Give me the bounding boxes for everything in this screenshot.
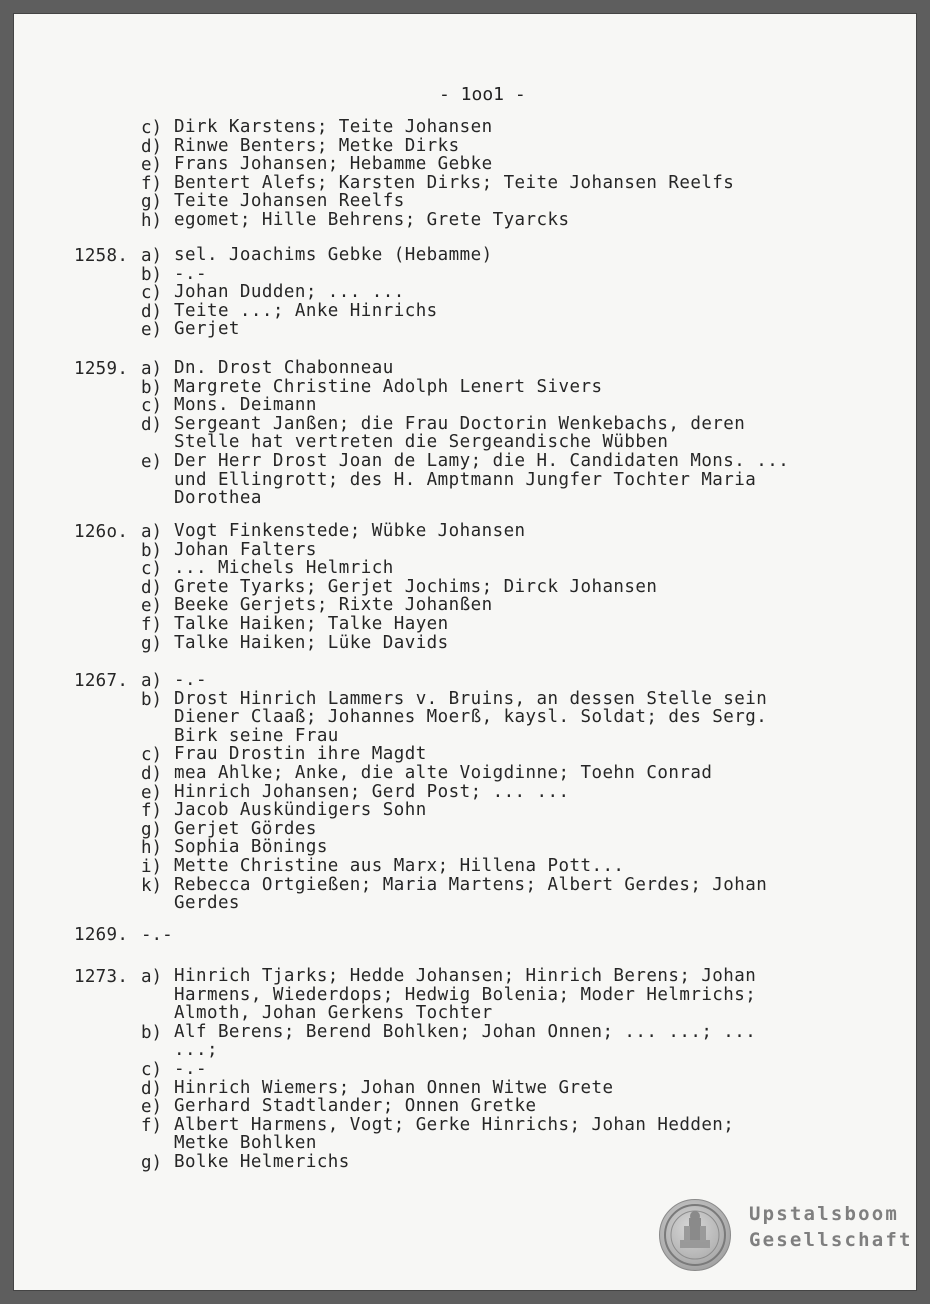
- register-entry: [14, 966, 916, 1024]
- entry-text: Gerjet Gördes: [174, 818, 317, 839]
- entry-letter: b): [141, 377, 163, 398]
- entry-text: ... Michels Helmrich: [174, 558, 394, 579]
- register-entry: [14, 283, 916, 302]
- entry-letter: h): [141, 211, 163, 231]
- entry-letter: b): [141, 1022, 163, 1043]
- entry-text: Mette Christine aus Marx; Hillena Pott...: [174, 856, 625, 876]
- entry-text: Beeke Gerjets; Rixte Johanßen: [174, 595, 493, 616]
- register-entry: [14, 634, 916, 653]
- entry-text: Gerhard Stadtlander; Onnen Gretke: [174, 1096, 537, 1117]
- entry-text: Jacob Auskündigers Sohn: [174, 800, 427, 821]
- entry-text: Diener Claaß; Johannes Moerß, kaysl. Soldat; des Serg.: [174, 707, 768, 728]
- entry-text: Grete Tyarks; Gerjet Jochims; Dirck Johansen: [174, 576, 658, 597]
- entry-text: Birk seine Frau: [174, 725, 339, 746]
- document-page: [14, 14, 916, 1290]
- entry-text: Margrete Christine Adolph Lenert Sivers: [174, 376, 603, 397]
- entry-text: Mons. Deimann: [174, 395, 317, 416]
- entry-letter: c): [141, 283, 163, 304]
- register-entry: [14, 155, 916, 174]
- entry-letter: h): [141, 838, 163, 859]
- register-entry: [14, 246, 916, 265]
- entry-letter: g): [141, 633, 163, 654]
- entry-text: Bentert Alefs; Karsten Dirks; Teite Johansen Reelfs: [174, 172, 735, 193]
- entry-letter: e): [141, 782, 163, 803]
- entry-letter: c): [141, 1060, 163, 1080]
- entry-text: und Ellingrott; des H. Amptmann Jungfer Tochter Maria: [174, 469, 757, 490]
- entry-letter: e): [141, 596, 163, 617]
- register-entry: [14, 118, 916, 137]
- entry-text: Hinrich Johansen; Gerd Post; ... ...: [174, 781, 570, 802]
- entry-text: Frans Johansen; Hebamme Gebke: [174, 154, 493, 175]
- entry-letter: e): [141, 452, 163, 472]
- entry-text: Gerjet: [174, 319, 240, 340]
- page-number: - 1oo1 -: [439, 84, 526, 105]
- entry-text: Dorothea: [174, 488, 262, 509]
- register-content: [14, 14, 916, 1290]
- entry-text: Albert Harmens, Vogt; Gerke Hinrichs; Johan Hedden;: [174, 1114, 735, 1135]
- register-entry: [14, 1060, 916, 1079]
- entry-text: Metke Bohlken: [174, 1133, 317, 1154]
- entry-text: Hinrich Wiemers; Johan Onnen Witwe Grete: [174, 1077, 614, 1098]
- entry-letter: c): [141, 559, 163, 580]
- register-entry: [14, 820, 916, 839]
- entry-letter: a): [141, 359, 163, 379]
- register-entry: [14, 396, 916, 415]
- register-entry: [14, 451, 916, 509]
- entry-text: Talke Haiken; Lüke Davids: [174, 632, 449, 653]
- register-entry: [14, 359, 916, 378]
- register-entry: [14, 1079, 916, 1098]
- entry-letter: d): [141, 136, 163, 157]
- entry-letter: a): [141, 967, 163, 987]
- entry-letter: d): [141, 764, 163, 784]
- entry-text: Rinwe Benters; Metke Dirks: [174, 135, 460, 156]
- register-entry: [14, 1114, 916, 1154]
- register-entry: [14, 801, 916, 820]
- entry-text: Alf Berens; Berend Bohlken; Johan Onnen; ... ...; ...: [174, 1021, 757, 1042]
- register-entry: [14, 137, 916, 156]
- entry-letter: d): [141, 1078, 163, 1099]
- entry-text: Dirk Karstens; Teite Johansen: [174, 117, 493, 137]
- entry-text: Johan Dudden; ... ...: [174, 282, 405, 303]
- entry-letter: e): [141, 320, 163, 341]
- entry-text: Almoth, Johan Gerkens Tochter: [174, 1003, 493, 1024]
- register-entry: [14, 320, 916, 339]
- section-number: 126o.: [74, 522, 129, 542]
- register-entry: [14, 378, 916, 397]
- entry-letter: e): [141, 155, 163, 176]
- publisher-logo: [659, 1195, 913, 1285]
- register-entry: [14, 596, 916, 615]
- entry-letter: c): [141, 118, 163, 138]
- entry-text: Stelle hat vertreten die Sergeandische Wübben: [174, 432, 669, 453]
- entry-text: Talke Haiken; Talke Hayen: [174, 614, 449, 634]
- register-entry: [14, 211, 916, 230]
- entry-text: Teite Johansen Reelfs: [174, 191, 405, 212]
- entry-text: Drost Hinrich Lammers v. Bruins, an dessen Stelle sein: [174, 688, 768, 709]
- entry-text: Hinrich Tjarks; Hedde Johansen; Hinrich Berens; Johan: [174, 966, 757, 986]
- entry-text: Harmens, Wiederdops; Hedwig Bolenia; Moder Helmrichs;: [174, 984, 757, 1005]
- entry-letter: a): [141, 246, 163, 266]
- entry-letter: a): [141, 522, 163, 542]
- entry-text: sel. Joachims Gebke (Hebamme): [174, 245, 493, 265]
- entry-text: Frau Drostin ihre Magdt: [174, 744, 427, 765]
- entry-text: Sophia Bönings: [174, 837, 328, 858]
- entry-letter: c): [141, 396, 163, 417]
- entry-text: Sergeant Janßen; die Frau Doctorin Wenkebachs, deren: [174, 413, 746, 434]
- register-entry: [14, 688, 916, 746]
- register-entry: [14, 1097, 916, 1116]
- entry-letter: d): [141, 577, 163, 598]
- register-entry: [14, 578, 916, 597]
- entry-letter: b): [141, 689, 163, 710]
- entry-letter: e): [141, 1097, 163, 1118]
- entry-text: Johan Falters: [174, 539, 317, 560]
- register-entry: [14, 764, 916, 783]
- entry-letter: g): [141, 192, 163, 213]
- entry-text: -.-: [174, 1059, 207, 1079]
- entry-letter: a): [141, 671, 163, 691]
- register-entry: [14, 615, 916, 634]
- entry-letter: d): [141, 414, 163, 435]
- entry-letter: b): [141, 540, 163, 561]
- entry-text: Der Herr Drost Joan de Lamy; die H. Candidaten Mons. ...: [174, 451, 790, 471]
- entry-letter: f): [141, 615, 163, 635]
- entry-text: Bolke Helmerichs: [174, 1152, 350, 1172]
- entry-text: -.-: [174, 263, 207, 284]
- entry-text: Rebecca Ortgießen; Maria Martens; Albert Gerdes; Johan: [174, 874, 768, 895]
- register-entry: [14, 559, 916, 578]
- section-number: 1259.: [74, 359, 129, 379]
- entry-letter: k): [141, 875, 163, 896]
- entry-text: mea Ahlke; Anke, die alte Voigdinne; Toehn Conrad: [174, 763, 713, 783]
- section-number: 1273.: [74, 967, 129, 987]
- entry-text: Vogt Finkenstede; Wübke Johansen: [174, 521, 526, 541]
- register-entry: [14, 413, 916, 453]
- entry-text: ...;: [174, 1040, 218, 1061]
- entry-text: Dn. Drost Chabonneau: [174, 358, 394, 378]
- section-number: 1258.: [74, 246, 129, 266]
- entry-text: Teite ...; Anke Hinrichs: [174, 300, 438, 321]
- register-entry: [14, 745, 916, 764]
- entry-letter: b): [141, 264, 163, 285]
- entry-text: -.-: [174, 670, 207, 690]
- entry-letter: g): [141, 1153, 163, 1173]
- register-entry: [14, 192, 916, 211]
- section-empty-marker: -.-: [141, 925, 173, 945]
- register-entry: [14, 874, 916, 914]
- register-entry: [14, 1153, 916, 1172]
- entry-letter: c): [141, 745, 163, 766]
- entry-letter: g): [141, 819, 163, 840]
- register-entry: [14, 838, 916, 857]
- entry-letter: f): [141, 1115, 163, 1136]
- entry-text: Gerdes: [174, 893, 240, 914]
- entry-letter: i): [141, 857, 163, 877]
- register-entry: [14, 302, 916, 321]
- register-entry: [14, 1021, 916, 1061]
- entry-letter: f): [141, 173, 163, 194]
- entry-text: egomet; Hille Behrens; Grete Tyarcks: [174, 210, 570, 230]
- register-entry: [14, 857, 916, 876]
- section-number: 1267.: [74, 671, 129, 691]
- register-entry: [14, 265, 916, 284]
- entry-letter: d): [141, 301, 163, 322]
- register-entry: [14, 522, 916, 541]
- entry-letter: f): [141, 801, 163, 822]
- org-name-line1: Upstalsboom: [749, 1203, 900, 1225]
- org-name-line2: Gesellschaft: [749, 1229, 913, 1251]
- register-entry: [14, 671, 916, 690]
- register-entry: [14, 541, 916, 560]
- seal-icon: [659, 1199, 731, 1271]
- register-entry: [14, 783, 916, 802]
- section-number: 1269.: [74, 925, 129, 945]
- register-entry: [14, 174, 916, 193]
